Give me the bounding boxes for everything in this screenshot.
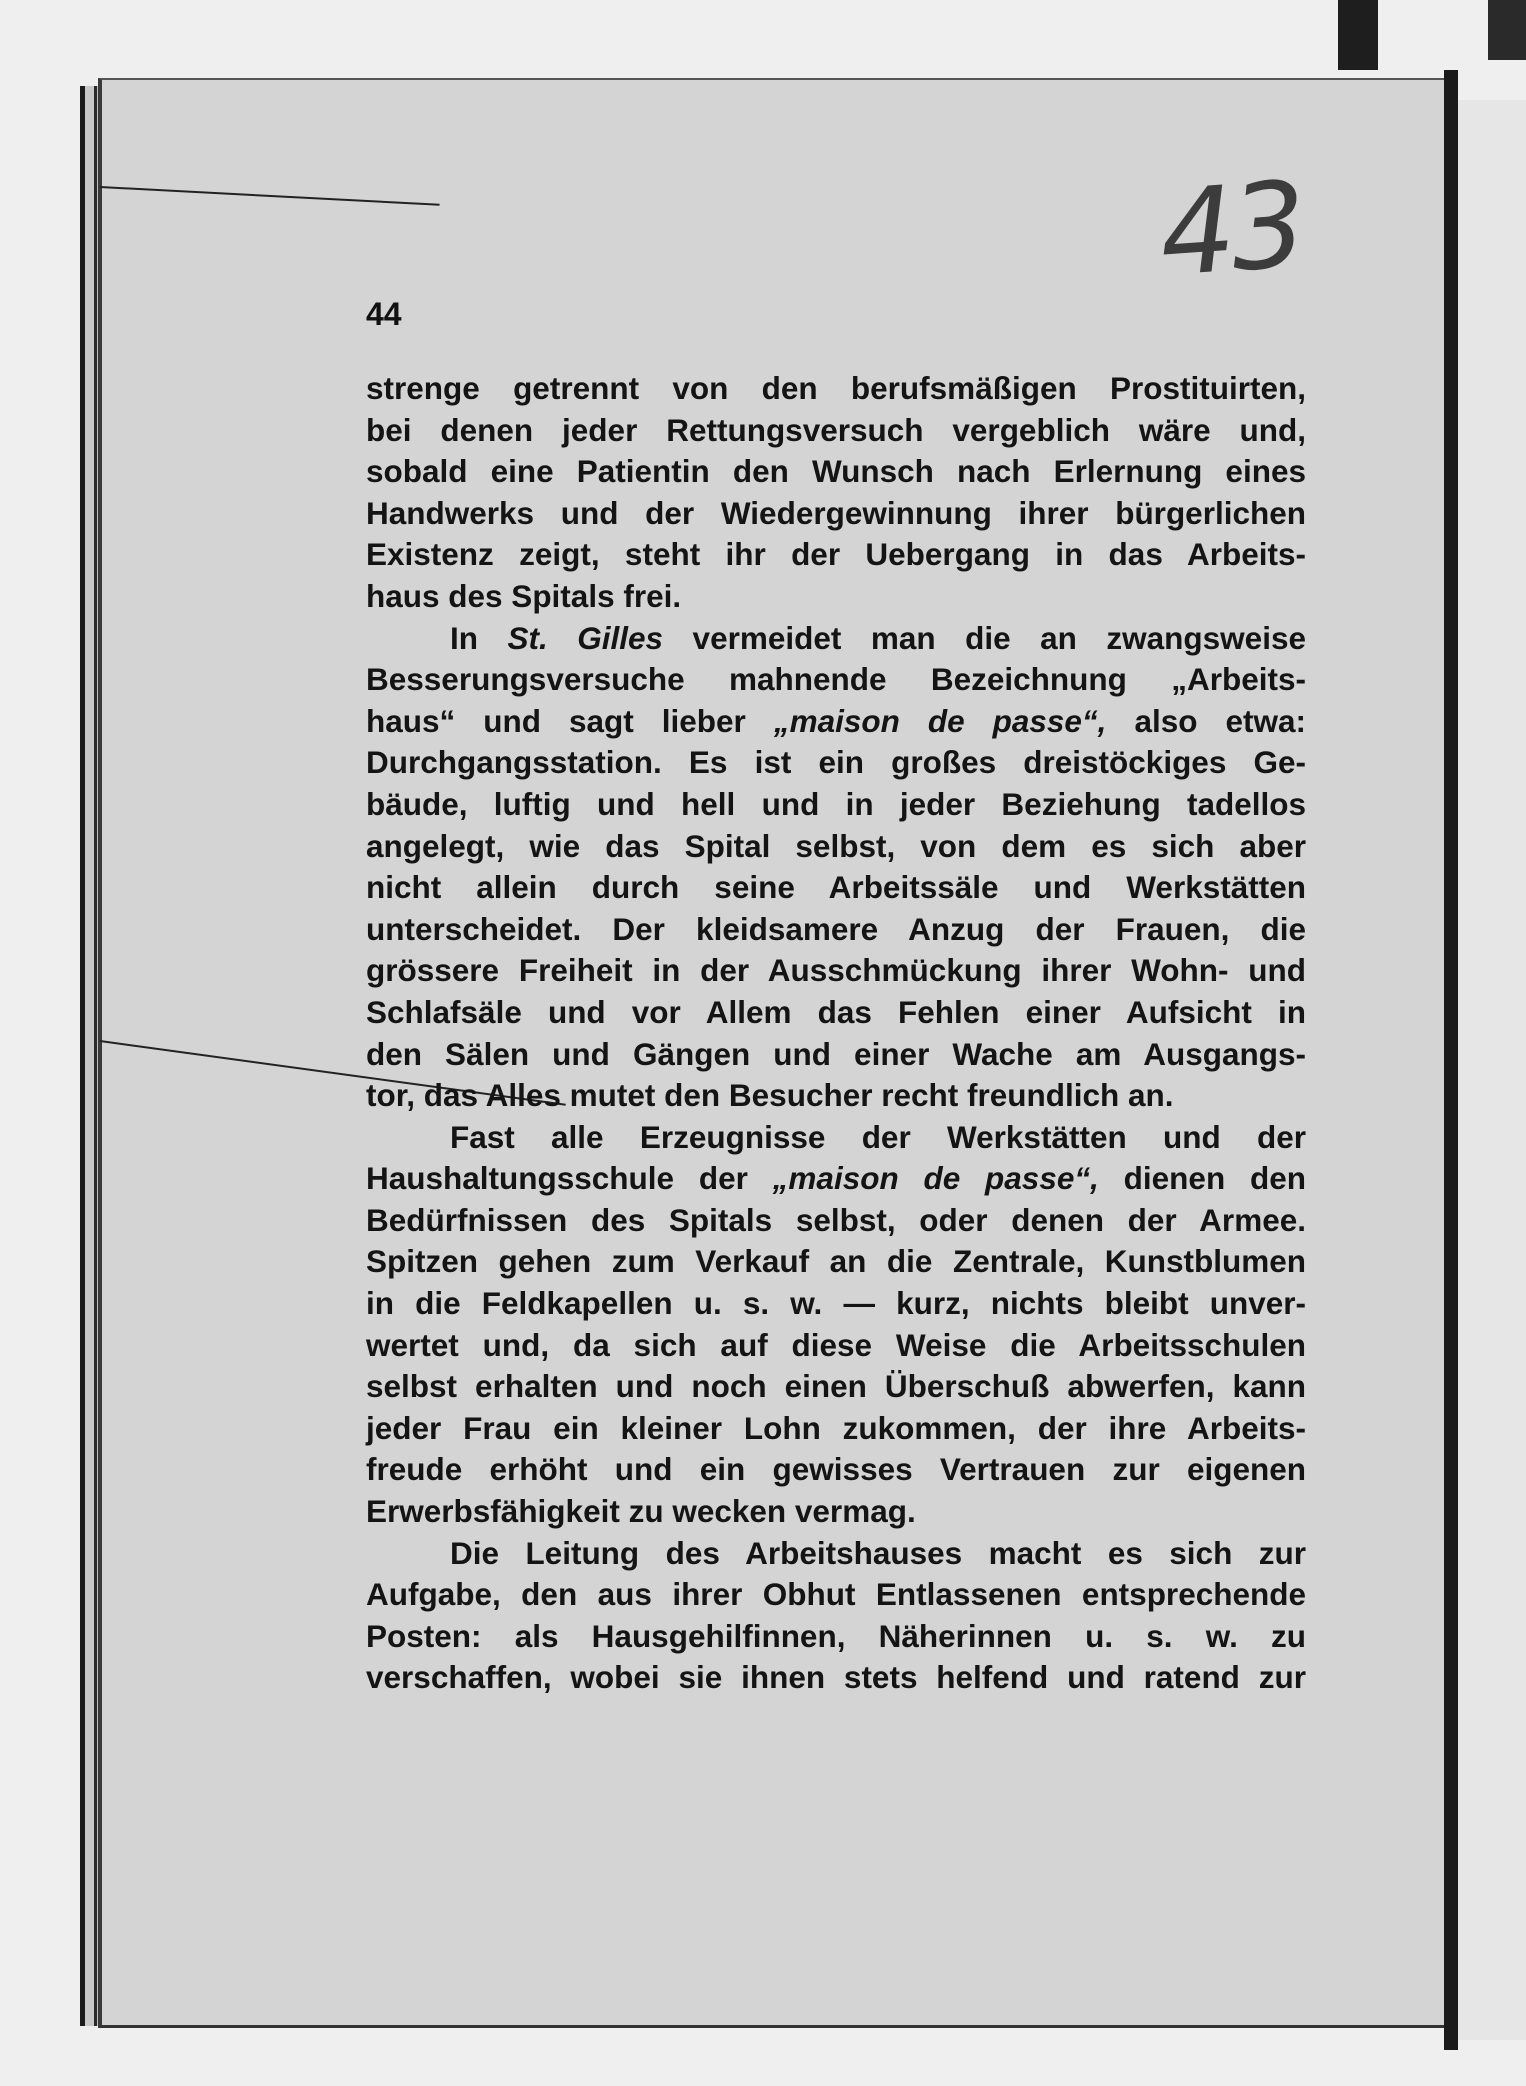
text-segment: also etwa: <box>1106 702 1306 739</box>
text-line: Fast alle Erzeugnisse der Werkstätten und der <box>450 1118 1306 1155</box>
text-line: Aufgabe, den aus ihrer Obhut Entlassenen entsprechende <box>366 1576 1306 1613</box>
text-line: bei denen jeder Rettungsversuch vergeblich wäre und, <box>366 411 1306 448</box>
text-line: Handwerks und der Wiedergewinnung ihrer bürgerlichen <box>366 494 1306 531</box>
text-line: verschaffen, wobei sie ihnen stets helfend und ratend zur <box>366 1659 1306 1696</box>
text-line: grössere Freiheit in der Ausschmückung ihrer Wohn- und <box>366 952 1306 989</box>
text-line: Durchgangsstation. Es ist ein großes dreistöckiges Ge- <box>366 744 1306 781</box>
text-line: Posten: als Hausgehilfinnen, Näherinnen u. s. w. zu <box>366 1617 1306 1654</box>
text-line: selbst erhalten und noch einen Überschuß abwerfen, kann <box>366 1368 1306 1405</box>
text-line: bäude, luftig und hell und in jeder Beziehung tadellos <box>366 785 1306 822</box>
text-line: wertet und, da sich auf diese Weise die Arbeitsschulen <box>366 1326 1306 1363</box>
text-segment: vermeidet man die an zwangsweise <box>663 619 1306 656</box>
text-line: Schlafsäle und vor Allem das Fehlen einer Aufsicht in <box>366 993 1306 1030</box>
text-line: Bedürfnissen des Spitals selbst, oder denen der Armee. <box>366 1201 1306 1238</box>
text-segment: haus“ und sagt lieber <box>366 702 774 739</box>
text-line: Besserungsversuche mahnende Bezeichnung „Arbeits- <box>366 661 1306 698</box>
scan-edge-artifact <box>1338 0 1378 70</box>
text-line: haus des Spitals frei. <box>366 577 682 614</box>
text-line: angelegt, wie das Spital selbst, von dem es sich aber <box>366 827 1306 864</box>
text-line: strenge getrennt von den berufsmäßigen Prostituirten, <box>366 370 1306 406</box>
italic-term: „maison de passe“, <box>773 702 1107 739</box>
handwritten-folio-number: 43 <box>1155 155 1307 303</box>
text-line: tor, das Alles mutet den Besucher recht freundlich an. <box>366 1077 1174 1114</box>
body-text <box>366 368 1306 1699</box>
text-line: freude erhöht und ein gewisses Vertrauen zur eigenen <box>366 1451 1306 1488</box>
text-segment: Haushaltungsschule der <box>366 1160 773 1197</box>
text-segment: dienen den <box>1098 1160 1306 1197</box>
text-line: in die Feldkapellen u. s. w. — kurz, nichts bleibt unver- <box>366 1285 1306 1322</box>
text-line <box>366 618 1306 660</box>
text-segment: In <box>450 619 508 656</box>
text-line: Die Leitung des Arbeitshauses macht es sich zur <box>450 1534 1306 1571</box>
page-number: 44 <box>366 296 402 332</box>
text-line: den Sälen und Gängen und einer Wache am Ausgangs- <box>366 1035 1306 1072</box>
text-line: nicht allein durch seine Arbeitssäle und Werkstätten <box>366 869 1306 906</box>
scan-edge-artifact <box>1488 0 1526 60</box>
text-line: jeder Frau ein kleiner Lohn zukommen, der ihre Arbeits- <box>366 1409 1306 1446</box>
text-line <box>366 701 1306 743</box>
text-line: sobald eine Patientin den Wunsch nach Erlernung eines <box>366 453 1306 490</box>
text-line <box>366 1158 1306 1200</box>
text-line: Existenz zeigt, steht ihr der Uebergang in das Arbeits- <box>366 536 1306 573</box>
text-line: Spitzen gehen zum Verkauf an die Zentrale, Kunstblumen <box>366 1243 1306 1280</box>
italic-term: „maison de passe“, <box>772 1160 1099 1197</box>
text-line: unterscheidet. Der kleidsamere Anzug der Frauen, die <box>366 910 1306 947</box>
italic-term: St. Gilles <box>507 619 664 656</box>
adjacent-page-strip <box>1458 100 1526 2040</box>
text-line: Erwerbsfähigkeit zu wecken vermag. <box>366 1493 916 1530</box>
page-right-edge <box>1444 70 1458 2050</box>
